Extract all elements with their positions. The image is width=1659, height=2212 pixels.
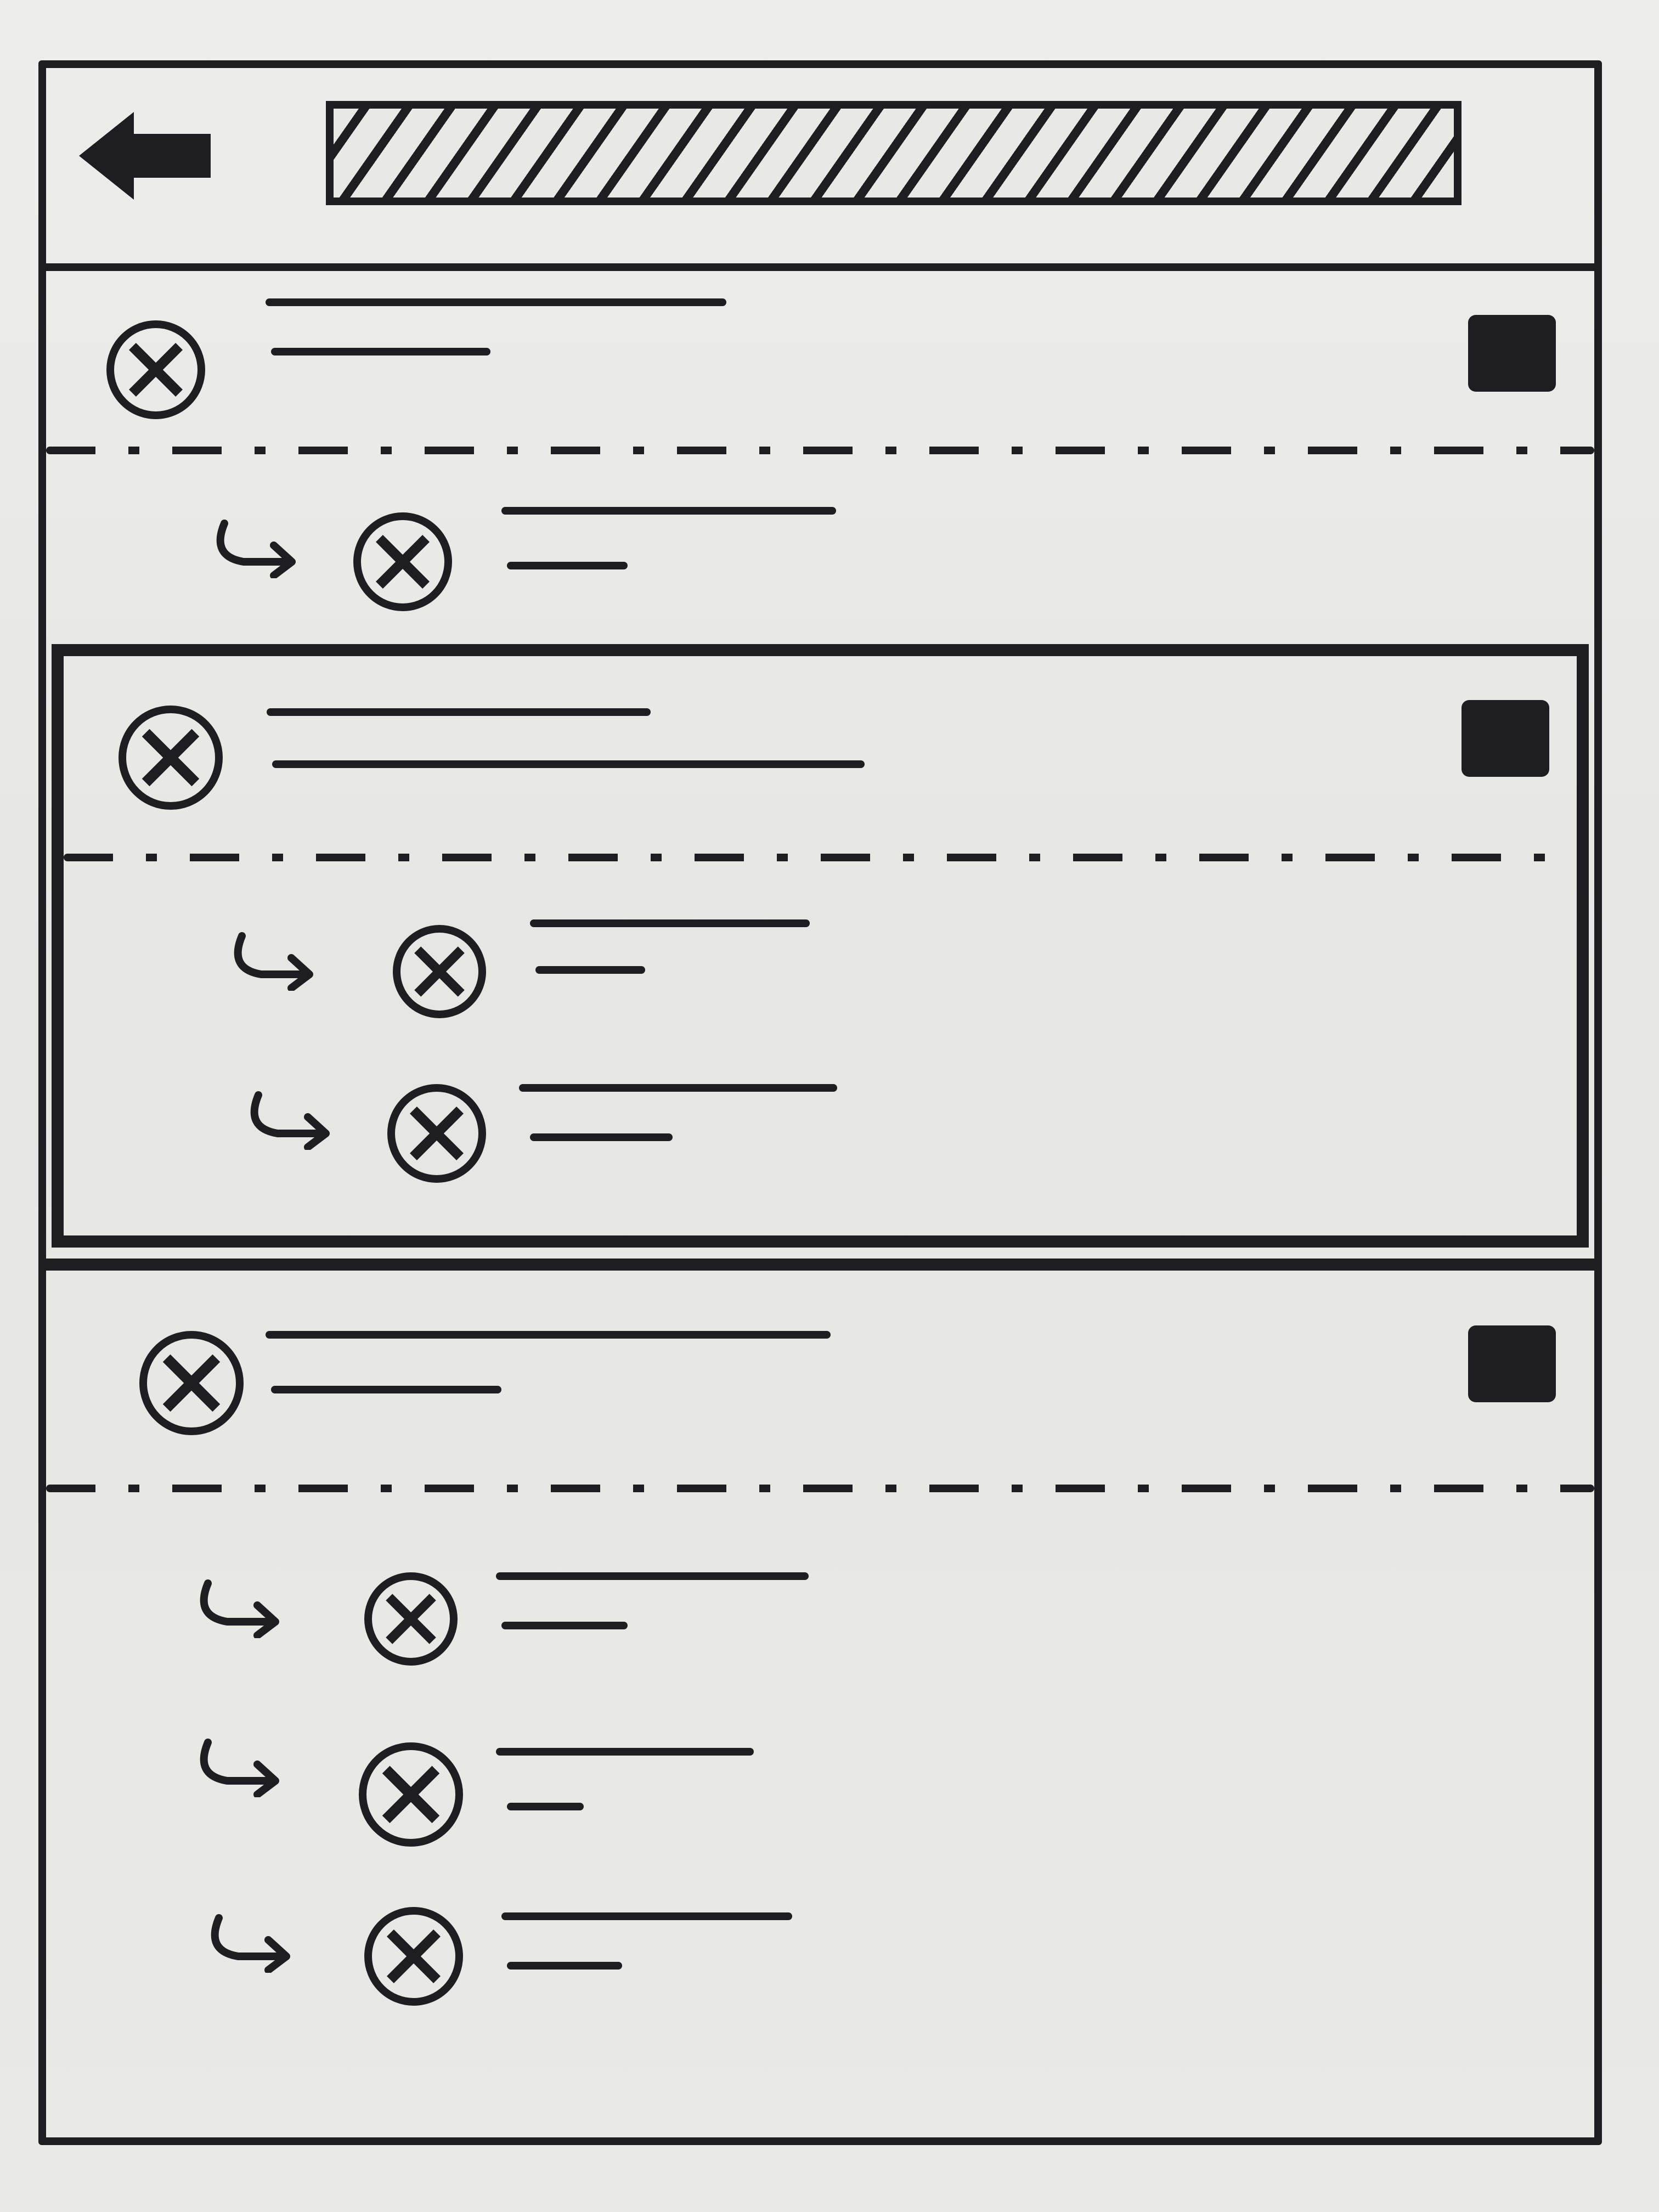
post-card-3[interactable] [46, 1259, 1594, 2147]
reply-subtitle-line [507, 562, 628, 569]
post-card-2[interactable] [52, 644, 1589, 1248]
post-action-button[interactable] [1468, 1325, 1556, 1402]
reply-title-line [496, 1572, 809, 1580]
avatar [106, 320, 205, 419]
avatar [139, 1331, 244, 1435]
header [46, 68, 1594, 271]
reply-subtitle-line [507, 1962, 622, 1970]
page-title [326, 101, 1462, 205]
placeholder-avatar-icon [366, 1750, 455, 1839]
reply-arrow-icon [245, 1084, 338, 1150]
dashed-divider [46, 447, 1594, 454]
reply-avatar [364, 1572, 458, 1666]
placeholder-avatar-icon [114, 328, 198, 411]
placeholder-avatar-icon [395, 1092, 478, 1175]
placeholder-avatar-icon [372, 1915, 455, 1998]
reply-arrow-icon [211, 512, 304, 578]
post-title-line [267, 708, 651, 716]
phone-screen [38, 60, 1602, 2145]
reply-arrow-icon [228, 925, 321, 991]
post-title-line [266, 298, 726, 306]
reply-title-line [501, 507, 836, 515]
placeholder-avatar-icon [147, 1339, 236, 1427]
post-subtitle-line [272, 760, 865, 768]
reply-avatar [387, 1084, 486, 1183]
arrow-left-icon [68, 101, 222, 211]
reply-title-line [496, 1748, 754, 1756]
placeholder-avatar-icon [372, 1580, 450, 1658]
placeholder-avatar-icon [400, 933, 478, 1011]
reply-avatar [364, 1907, 463, 2006]
post-action-button[interactable] [1468, 315, 1556, 392]
reply-avatar [393, 925, 486, 1018]
reply-subtitle-line [530, 1133, 673, 1141]
post-subtitle-line [271, 348, 490, 356]
post-subtitle-line [271, 1386, 501, 1393]
placeholder-avatar-icon [361, 520, 444, 603]
reply-avatar [359, 1742, 463, 1847]
reply-arrow-icon [194, 1731, 287, 1797]
post-action-button[interactable] [1462, 700, 1549, 777]
reply-avatar [353, 512, 452, 611]
reply-title-line [519, 1084, 837, 1092]
avatar [119, 706, 223, 810]
dashed-divider [64, 854, 1577, 861]
reply-arrow-icon [205, 1907, 298, 1973]
reply-title-line [501, 1912, 792, 1920]
reply-subtitle-line [507, 1803, 584, 1810]
placeholder-avatar-icon [126, 713, 215, 802]
back-button[interactable] [68, 101, 222, 211]
reply-arrow-icon [194, 1572, 287, 1638]
post-title-line [266, 1331, 831, 1339]
dashed-divider [46, 1485, 1594, 1492]
reply-subtitle-line [535, 966, 645, 974]
reply-subtitle-line [501, 1622, 628, 1629]
reply-title-line [530, 919, 810, 927]
